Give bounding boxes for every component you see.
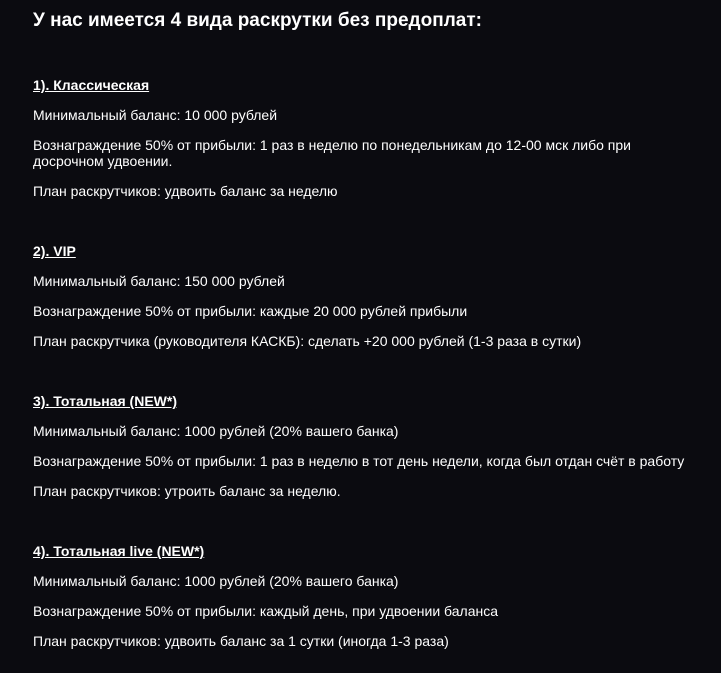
reward-text: Вознаграждение 50% от прибыли: каждые 20 000 рублей прибыли [33,303,468,319]
plan-text: План раскрутчиков: удвоить баланс за 1 сутки (иногда 1-3 раза) [33,633,449,649]
section-heading: 1). Классическая [33,77,150,93]
section-total-live [33,543,703,649]
min-balance-text: Минимальный баланс: 10 000 рублей [33,107,278,123]
section-vip [33,243,703,349]
min-balance-text: Минимальный баланс: 1000 рублей (20% вашего банка) [33,573,399,589]
reward-text: Вознаграждение 50% от прибыли: 1 раз в неделю по понедельникам до 12-00 мск либо при досрочном удвоении. [33,137,631,169]
page-title: У нас имеется 4 вида раскрутки без предоплат: [33,10,482,31]
plan-text: План раскрутчиков: утроить баланс за неделю. [33,483,341,499]
section-classic [33,77,703,199]
plan-text: План раскрутчиков: удвоить баланс за неделю [33,183,338,199]
section-total [33,393,703,499]
min-balance-text: Минимальный баланс: 150 000 рублей [33,273,285,289]
reward-text: Вознаграждение 50% от прибыли: каждый день, при удвоении баланса [33,603,498,619]
plan-text: План раскрутчика (руководителя КАСКБ): сделать +20 000 рублей (1-3 раза в сутки) [33,333,582,349]
min-balance-text: Минимальный баланс: 1000 рублей (20% вашего банка) [33,423,399,439]
section-heading: 3). Тотальная (NEW*) [33,393,177,409]
section-heading: 2). VIP [33,243,76,259]
section-heading: 4). Тотальная live (NEW*) [33,543,205,559]
reward-text: Вознаграждение 50% от прибыли: 1 раз в неделю в тот день недели, когда был отдан счёт в работу [33,453,685,469]
